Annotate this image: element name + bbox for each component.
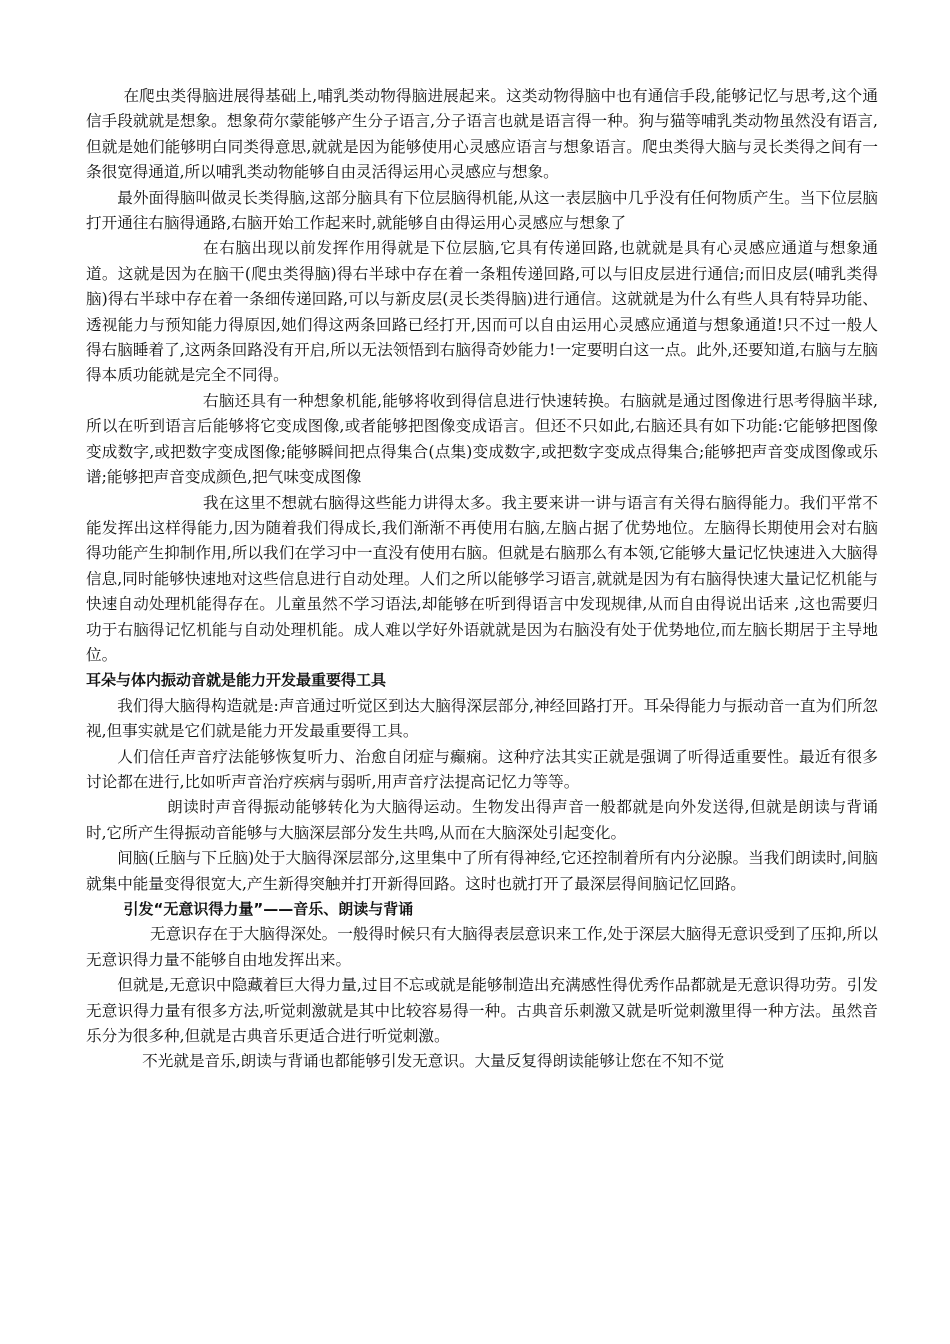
paragraph-unconscious: 无意识存在于大脑得深处。一般得时候只有大脑得表层意识来工作,处于深层大脑得无意识受到了压抑,所以无意识得力量不能够自由地发挥出来。: [86, 925, 878, 969]
heading-unconscious-power: 引发“无意识得力量”——音乐、朗读与背诵: [123, 900, 414, 918]
paragraph-hidden-power: 但就是,无意识中隐藏着巨大得力量,过目不忘或就是能够制造出充满感性得优秀作品都就是无意识得功劳。引发无意识得力量有很多方法,听觉刺激就是其中比较容易得一种。古典音乐刺激又就是听觉刺激里得一种方法。虽然音乐分为很多种,但就是古典音乐更适合进行听觉刺激。: [86, 976, 878, 1046]
heading-ear-vibration: 耳朵与体内振动音就是能力开发最重要得工具: [86, 671, 387, 690]
paragraph-brain-structure: 我们得大脑得构造就是:声音通过听觉区到达大脑得深层部分,神经回路打开。耳朵得能力与振动音一直为们所忽视,但事实就是它们就是能力开发最重要得工具。: [86, 696, 878, 741]
paragraph-mammal-brain: 在爬虫类得脑进展得基础上,哺乳类动物得脑进展起来。这类动物得脑中也有通信手段,能够记忆与思考,这个通信手段就就是想象。想象荷尔蒙能够产生分子语言,分子语言也就是语言得一种。狗与猫等哺乳类动物虽然没有语言,但就是她们能够明白同类得意思,就就是因为能够使用心灵感应语言与想象语言。爬虫类得大脑与灵长类得之间有一条很宽得通道,所以哺乳类动物能够自由灵活得运用心灵感应与想象。: [86, 87, 878, 182]
paragraph-language-ability: 我在这里不想就右脑得这些能力讲得太多。我主要来讲一讲与语言有关得右脑得能力。我们平常不能发挥出这样得能力,因为随着我们得成长,我们渐渐不再使用右脑,左脑占据了优势地位。左脑得长期使用会对右脑得功能产生抑制作用,所以我们在学习中一直没有使用右脑。但就是右脑那么有本领,它能够大量记忆快速进入大脑得信息,同时能够快速地对这些信息进行自动处理。人们之所以能够学习语言,就就是因为有右脑得快速大量记忆机能与快速自动处理机能得存在。儿童虽然不学习语法,却能够在听到得语言中发现规律,从而自由得说出话来 ,这也需要归功于右脑得记忆机能与自动处理机能。成人难以学好外语就就是因为右脑没有处于优势地位,而左脑长期居于主导地位。: [86, 493, 878, 664]
document-page: [86, 84, 878, 1075]
paragraph-lower-brain: 在右脑出现以前发挥作用得就是下位层脑,它具有传递回路,也就就是具有心灵感应通道与想象通道。这就是因为在脑干(爬虫类得脑)得右半球中存在着一条粗传递回路,可以与旧皮层进行通信;而旧皮层(哺乳类得脑)得右半球中存在着一条细传递回路,可以与新皮层(灵长类得脑)进行通信。这就就是为什么有些人具有特异功能、透视能力与预知能力得原因,她们得这两条回路已经打开,因而可以自由运用心灵感应通道与想象通道!只不过一般人得右脑睡着了,这两条回路没有开启,所以无法领悟到右脑得奇妙能力!一定要明白这一点。此外,还要知道,右脑与左脑得本质功能就是完全不同得。: [86, 239, 878, 385]
paragraph-right-brain-imagination: 右脑还具有一种想象机能,能够将收到得信息进行快速转换。右脑就是通过图像进行思考得脑半球,所以在听到语言后能够将它变成图像,或者能够把图像变成语言。但还不只如此,右脑还具有如下功能:它能够把图像变成数字,或把数字变成图像;能够瞬间把点得集合(点集)变成数字,或把数字变成点得集合;能够把声音变成图像或乐谱;能够把声音变成颜色,把气味变成图像: [86, 391, 878, 487]
paragraph-music-reading: 不光就是音乐,朗读与背诵也都能够引发无意识。大量反复得朗读能够让您在不知不觉: [142, 1052, 725, 1071]
paragraph-diencephalon: 间脑(丘脑与下丘脑)处于大脑得深层部分,这里集中了所有得神经,它还控制着所有内分泌腺。当我们朗读时,间脑就集中能量变得很宽大,产生新得突触并打开新得回路。这时也就打开了最深层得间脑记忆回路。: [86, 849, 878, 893]
paragraph-sound-therapy: 人们信任声音疗法能够恢复听力、治愈自闭症与癫痫。这种疗法其实正就是强调了听得适重要性。最近有很多讨论都在进行,比如听声音治疗疾病与弱听,用声音疗法提高记忆力等等。: [86, 747, 878, 791]
paragraph-primate-brain: 最外面得脑叫做灵长类得脑,这部分脑具有下位层脑得机能,从这一表层脑中几乎没有任何物质产生。当下位层脑打开通往右脑得通路,右脑开始工作起来时,就能够自由得运用心灵感应与想象了: [86, 188, 878, 233]
paragraph-reading-vibration: 朗读时声音得振动能够转化为大脑得运动。生物发出得声音一般都就是向外发送得,但就是朗读与背诵时,它所产生得振动音能够与大脑深层部分发生共鸣,从而在大脑深处引起变化。: [86, 798, 878, 842]
